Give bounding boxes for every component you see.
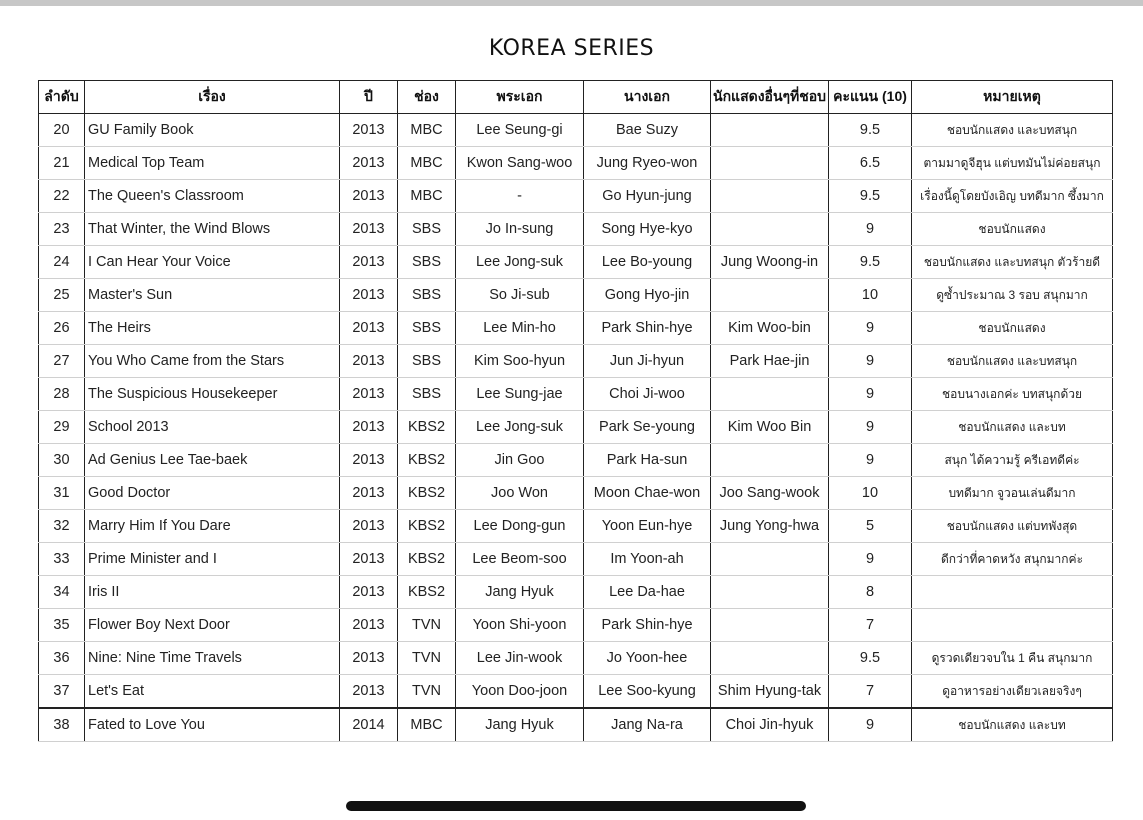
cell-lead-actor: Lee Jong-suk bbox=[456, 411, 584, 444]
cell-note: ชอบนักแสดง และบทสนุก bbox=[912, 114, 1113, 147]
cell-year: 2013 bbox=[340, 213, 398, 246]
home-indicator[interactable] bbox=[346, 801, 806, 811]
table-row bbox=[39, 411, 1113, 444]
cell-no: 23 bbox=[39, 213, 85, 246]
cell-lead-actress: Lee Bo-young bbox=[584, 246, 711, 279]
cell-channel: MBC bbox=[398, 180, 456, 213]
cell-other-actors bbox=[711, 444, 829, 477]
cell-no: 21 bbox=[39, 147, 85, 180]
cell-no: 37 bbox=[39, 675, 85, 709]
cell-other-actors: Jung Woong-in bbox=[711, 246, 829, 279]
cell-other-actors: Shim Hyung-tak bbox=[711, 675, 829, 709]
top-scroll-bar bbox=[0, 0, 1143, 6]
cell-other-actors bbox=[711, 180, 829, 213]
table-row bbox=[39, 477, 1113, 510]
cell-score: 9 bbox=[829, 378, 912, 411]
cell-title: That Winter, the Wind Blows bbox=[85, 213, 340, 246]
table-row bbox=[39, 147, 1113, 180]
cell-year: 2013 bbox=[340, 312, 398, 345]
cell-title: The Suspicious Housekeeper bbox=[85, 378, 340, 411]
cell-score: 9 bbox=[829, 312, 912, 345]
cell-channel: MBC bbox=[398, 147, 456, 180]
cell-other-actors bbox=[711, 279, 829, 312]
cell-year: 2013 bbox=[340, 279, 398, 312]
cell-no: 36 bbox=[39, 642, 85, 675]
cell-lead-actor: Kim Soo-hyun bbox=[456, 345, 584, 378]
cell-lead-actress: Song Hye-kyo bbox=[584, 213, 711, 246]
cell-title: I Can Hear Your Voice bbox=[85, 246, 340, 279]
cell-year: 2013 bbox=[340, 444, 398, 477]
cell-other-actors: Choi Jin-hyuk bbox=[711, 708, 829, 742]
cell-channel: KBS2 bbox=[398, 543, 456, 576]
cell-no: 22 bbox=[39, 180, 85, 213]
cell-title: Prime Minister and I bbox=[85, 543, 340, 576]
cell-lead-actor: Lee Min-ho bbox=[456, 312, 584, 345]
cell-lead-actress: Im Yoon-ah bbox=[584, 543, 711, 576]
cell-lead-actress: Bae Suzy bbox=[584, 114, 711, 147]
cell-score: 9 bbox=[829, 213, 912, 246]
cell-year: 2013 bbox=[340, 246, 398, 279]
cell-no: 34 bbox=[39, 576, 85, 609]
cell-lead-actor: So Ji-sub bbox=[456, 279, 584, 312]
table-row bbox=[39, 543, 1113, 576]
cell-score: 10 bbox=[829, 477, 912, 510]
cell-note: ดูซ้ำประมาณ 3 รอบ สนุกมาก bbox=[912, 279, 1113, 312]
cell-lead-actor: Joo Won bbox=[456, 477, 584, 510]
cell-other-actors: Kim Woo Bin bbox=[711, 411, 829, 444]
cell-year: 2013 bbox=[340, 345, 398, 378]
cell-other-actors bbox=[711, 378, 829, 411]
cell-channel: SBS bbox=[398, 246, 456, 279]
cell-year: 2013 bbox=[340, 411, 398, 444]
cell-no: 30 bbox=[39, 444, 85, 477]
cell-note: ดีกว่าที่คาดหวัง สนุกมากค่ะ bbox=[912, 543, 1113, 576]
cell-title: Medical Top Team bbox=[85, 147, 340, 180]
cell-channel: MBC bbox=[398, 114, 456, 147]
cell-year: 2013 bbox=[340, 642, 398, 675]
cell-lead-actor: Kwon Sang-woo bbox=[456, 147, 584, 180]
cell-lead-actor: Jang Hyuk bbox=[456, 576, 584, 609]
cell-score: 9 bbox=[829, 345, 912, 378]
cell-note: ดูรวดเดียวจบใน 1 คืน สนุกมาก bbox=[912, 642, 1113, 675]
cell-channel: SBS bbox=[398, 312, 456, 345]
cell-year: 2013 bbox=[340, 180, 398, 213]
cell-other-actors bbox=[711, 576, 829, 609]
page-title: KOREA SERIES bbox=[488, 36, 655, 61]
cell-channel: KBS2 bbox=[398, 510, 456, 543]
cell-other-actors bbox=[711, 543, 829, 576]
table-row bbox=[39, 609, 1113, 642]
cell-note: ชอบนักแสดง และบท bbox=[912, 708, 1113, 742]
table-row bbox=[39, 444, 1113, 477]
cell-no: 20 bbox=[39, 114, 85, 147]
cell-lead-actress: Go Hyun-jung bbox=[584, 180, 711, 213]
cell-score: 9.5 bbox=[829, 642, 912, 675]
cell-title: GU Family Book bbox=[85, 114, 340, 147]
header-row bbox=[39, 81, 1113, 114]
cell-lead-actress: Choi Ji-woo bbox=[584, 378, 711, 411]
table-row bbox=[39, 312, 1113, 345]
cell-no: 33 bbox=[39, 543, 85, 576]
cell-channel: KBS2 bbox=[398, 477, 456, 510]
cell-other-actors bbox=[711, 147, 829, 180]
cell-lead-actress: Park Ha-sun bbox=[584, 444, 711, 477]
cell-score: 8 bbox=[829, 576, 912, 609]
cell-year: 2013 bbox=[340, 378, 398, 411]
cell-score: 5 bbox=[829, 510, 912, 543]
cell-score: 7 bbox=[829, 675, 912, 709]
cell-score: 9.5 bbox=[829, 180, 912, 213]
cell-no: 26 bbox=[39, 312, 85, 345]
cell-title: Master's Sun bbox=[85, 279, 340, 312]
cell-other-actors bbox=[711, 213, 829, 246]
table-row bbox=[39, 114, 1113, 147]
cell-score: 9 bbox=[829, 543, 912, 576]
cell-title: School 2013 bbox=[85, 411, 340, 444]
cell-title: Ad Genius Lee Tae-baek bbox=[85, 444, 340, 477]
cell-lead-actress: Jo Yoon-hee bbox=[584, 642, 711, 675]
cell-score: 9.5 bbox=[829, 246, 912, 279]
cell-lead-actress: Jun Ji-hyun bbox=[584, 345, 711, 378]
cell-no: 32 bbox=[39, 510, 85, 543]
cell-no: 24 bbox=[39, 246, 85, 279]
cell-note: ชอบนักแสดง bbox=[912, 312, 1113, 345]
cell-no: 29 bbox=[39, 411, 85, 444]
header-note: หมายเหตุ bbox=[912, 81, 1113, 114]
cell-score: 9 bbox=[829, 411, 912, 444]
cell-no: 35 bbox=[39, 609, 85, 642]
cell-year: 2013 bbox=[340, 510, 398, 543]
cell-note: บทดีมาก จูวอนเล่นดีมาก bbox=[912, 477, 1113, 510]
cell-year: 2013 bbox=[340, 477, 398, 510]
header-score: คะแนน (10) bbox=[829, 81, 912, 114]
cell-title: You Who Came from the Stars bbox=[85, 345, 340, 378]
cell-note: ดูอาหารอย่างเดียวเลยจริงๆ bbox=[912, 675, 1113, 709]
cell-channel: MBC bbox=[398, 708, 456, 742]
cell-lead-actress: Park Shin-hye bbox=[584, 312, 711, 345]
cell-channel: TVN bbox=[398, 609, 456, 642]
cell-title: Nine: Nine Time Travels bbox=[85, 642, 340, 675]
header-no: ลำดับ bbox=[39, 81, 85, 114]
table-row bbox=[39, 180, 1113, 213]
cell-other-actors bbox=[711, 642, 829, 675]
cell-other-actors: Jung Yong-hwa bbox=[711, 510, 829, 543]
cell-note bbox=[912, 609, 1113, 642]
cell-lead-actor: Lee Jin-wook bbox=[456, 642, 584, 675]
cell-channel: SBS bbox=[398, 279, 456, 312]
cell-channel: TVN bbox=[398, 675, 456, 709]
header-lead-actor: พระเอก bbox=[456, 81, 584, 114]
cell-year: 2013 bbox=[340, 147, 398, 180]
cell-lead-actor: Lee Jong-suk bbox=[456, 246, 584, 279]
header-title: เรื่อง bbox=[85, 81, 340, 114]
cell-lead-actor: Yoon Shi-yoon bbox=[456, 609, 584, 642]
table-row bbox=[39, 576, 1113, 609]
cell-score: 9 bbox=[829, 708, 912, 742]
cell-title: The Queen's Classroom bbox=[85, 180, 340, 213]
table-row bbox=[39, 708, 1113, 742]
header-channel: ช่อง bbox=[398, 81, 456, 114]
header-other-actors: นักแสดงอื่นๆที่ชอบ bbox=[711, 81, 829, 114]
cell-year: 2014 bbox=[340, 708, 398, 742]
cell-title: Fated to Love You bbox=[85, 708, 340, 742]
cell-lead-actor: Lee Dong-gun bbox=[456, 510, 584, 543]
cell-title: Iris II bbox=[85, 576, 340, 609]
cell-lead-actress: Jang Na-ra bbox=[584, 708, 711, 742]
cell-score: 10 bbox=[829, 279, 912, 312]
cell-other-actors: Park Hae-jin bbox=[711, 345, 829, 378]
cell-note: สนุก ได้ความรู้ ครีเอทดีค่ะ bbox=[912, 444, 1113, 477]
cell-other-actors bbox=[711, 609, 829, 642]
cell-note: ชอบนักแสดง แต่บทพังสุด bbox=[912, 510, 1113, 543]
table-row bbox=[39, 378, 1113, 411]
cell-lead-actor: Lee Beom-soo bbox=[456, 543, 584, 576]
cell-lead-actress: Jung Ryeo-won bbox=[584, 147, 711, 180]
table-row bbox=[39, 213, 1113, 246]
cell-score: 7 bbox=[829, 609, 912, 642]
cell-year: 2013 bbox=[340, 609, 398, 642]
cell-no: 38 bbox=[39, 708, 85, 742]
cell-title: Flower Boy Next Door bbox=[85, 609, 340, 642]
cell-no: 31 bbox=[39, 477, 85, 510]
cell-other-actors: Joo Sang-wook bbox=[711, 477, 829, 510]
cell-lead-actress: Park Shin-hye bbox=[584, 609, 711, 642]
cell-channel: SBS bbox=[398, 213, 456, 246]
table-row bbox=[39, 279, 1113, 312]
cell-year: 2013 bbox=[340, 576, 398, 609]
cell-lead-actor: Jang Hyuk bbox=[456, 708, 584, 742]
cell-lead-actor: Jo In-sung bbox=[456, 213, 584, 246]
cell-year: 2013 bbox=[340, 114, 398, 147]
cell-title: The Heirs bbox=[85, 312, 340, 345]
cell-channel: KBS2 bbox=[398, 444, 456, 477]
cell-lead-actress: Gong Hyo-jin bbox=[584, 279, 711, 312]
cell-channel: KBS2 bbox=[398, 411, 456, 444]
header-year: ปี bbox=[340, 81, 398, 114]
cell-title: Good Doctor bbox=[85, 477, 340, 510]
cell-title: Marry Him If You Dare bbox=[85, 510, 340, 543]
table-row bbox=[39, 675, 1113, 709]
cell-note: เรื่องนี้ดูโดยบังเอิญ บทดีมาก ซึ้งมาก bbox=[912, 180, 1113, 213]
cell-note bbox=[912, 576, 1113, 609]
cell-note: ชอบนักแสดง และบทสนุก bbox=[912, 345, 1113, 378]
cell-title: Let's Eat bbox=[85, 675, 340, 709]
cell-year: 2013 bbox=[340, 543, 398, 576]
cell-channel: SBS bbox=[398, 378, 456, 411]
table-body bbox=[39, 114, 1113, 742]
cell-lead-actor: Yoon Doo-joon bbox=[456, 675, 584, 709]
table-row bbox=[39, 510, 1113, 543]
cell-score: 6.5 bbox=[829, 147, 912, 180]
header-lead-actress: นางเอก bbox=[584, 81, 711, 114]
cell-channel: KBS2 bbox=[398, 576, 456, 609]
cell-no: 25 bbox=[39, 279, 85, 312]
cell-note: ชอบนักแสดง bbox=[912, 213, 1113, 246]
cell-no: 28 bbox=[39, 378, 85, 411]
cell-note: ชอบนักแสดง และบท bbox=[912, 411, 1113, 444]
table-row bbox=[39, 345, 1113, 378]
cell-lead-actor: Lee Seung-gi bbox=[456, 114, 584, 147]
cell-note: ตามมาดูจีฮุน แต่บทมันไม่ค่อยสนุก bbox=[912, 147, 1113, 180]
cell-lead-actress: Moon Chae-won bbox=[584, 477, 711, 510]
cell-lead-actress: Park Se-young bbox=[584, 411, 711, 444]
cell-channel: SBS bbox=[398, 345, 456, 378]
cell-note: ชอบนางเอกค่ะ บทสนุกด้วย bbox=[912, 378, 1113, 411]
table-row bbox=[39, 642, 1113, 675]
cell-score: 9.5 bbox=[829, 114, 912, 147]
cell-year: 2013 bbox=[340, 675, 398, 709]
cell-lead-actor: Jin Goo bbox=[456, 444, 584, 477]
cell-lead-actor: - bbox=[456, 180, 584, 213]
cell-other-actors: Kim Woo-bin bbox=[711, 312, 829, 345]
cell-lead-actor: Lee Sung-jae bbox=[456, 378, 584, 411]
cell-no: 27 bbox=[39, 345, 85, 378]
cell-other-actors bbox=[711, 114, 829, 147]
cell-lead-actress: Lee Da-hae bbox=[584, 576, 711, 609]
cell-lead-actress: Yoon Eun-hye bbox=[584, 510, 711, 543]
cell-score: 9 bbox=[829, 444, 912, 477]
cell-channel: TVN bbox=[398, 642, 456, 675]
cell-note: ชอบนักแสดง และบทสนุก ตัวร้ายดี bbox=[912, 246, 1113, 279]
table-row bbox=[39, 246, 1113, 279]
series-table bbox=[38, 80, 1113, 742]
cell-lead-actress: Lee Soo-kyung bbox=[584, 675, 711, 709]
